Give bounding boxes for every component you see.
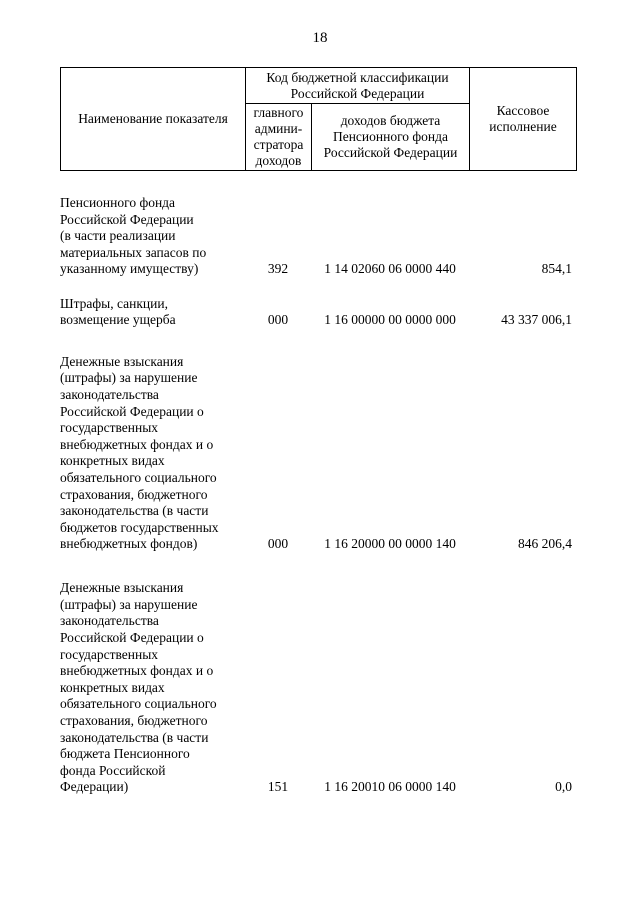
indicator-name-line: Штрафы, санкции, xyxy=(60,295,168,311)
header-income-line: Российской Федерации xyxy=(323,145,458,160)
indicator-name-line: Российской Федерации о xyxy=(60,630,204,646)
table-row xyxy=(60,574,580,796)
row-budget-code: 1 14 02060 06 0000 440 xyxy=(324,261,456,277)
row-admin-code: 392 xyxy=(267,261,289,277)
row-cash-value: 854,1 xyxy=(541,261,572,277)
header-code-group-line: Код бюджетной классификации xyxy=(266,69,449,85)
row-budget-code: 1 16 20010 06 0000 140 xyxy=(324,779,456,795)
header-cash-line: Кассовое xyxy=(496,103,550,118)
row-admin-code: 000 xyxy=(267,536,289,552)
indicator-name-line: Денежные взыскания xyxy=(60,353,184,369)
indicator-name-line: государственных xyxy=(60,420,159,436)
indicator-name-line: государственных xyxy=(60,646,159,662)
header-income-line: доходов бюджета xyxy=(340,113,441,128)
row-cash-value: 846 206,4 xyxy=(518,536,572,552)
table-row xyxy=(60,190,580,278)
indicator-name-line: конкретных видах xyxy=(60,679,165,695)
row-indicator-name xyxy=(60,296,250,329)
header-code-group xyxy=(246,68,470,104)
indicator-name-line: страхования, бюджетного xyxy=(60,486,208,502)
header-admin-line: стратора xyxy=(253,137,304,152)
row-cash-value: 43 337 006,1 xyxy=(501,312,572,328)
row-budget-code: 1 16 20000 00 0000 140 xyxy=(324,536,456,552)
indicator-name-line: законодательства xyxy=(60,613,159,629)
header-code-group-line: Российской Федерации xyxy=(290,85,425,101)
header-income-code xyxy=(312,104,470,170)
header-admin-line: доходов xyxy=(255,153,302,168)
row-cash-value: 0,0 xyxy=(555,779,572,795)
indicator-name-line: внебюджетных фондах и о xyxy=(60,663,214,679)
indicator-name-line: указанному имуществу) xyxy=(60,261,199,277)
header-admin-line: админи- xyxy=(254,121,303,136)
indicator-name-line: внебюджетных фондов) xyxy=(60,536,198,552)
indicator-name-line: (в части реализации xyxy=(60,228,176,244)
header-cash-line: исполнение xyxy=(489,119,557,134)
header-cash-execution xyxy=(470,68,576,170)
page-number: 18 xyxy=(312,30,328,46)
indicator-name-line: страхования, бюджетного xyxy=(60,713,208,729)
row-admin-code: 151 xyxy=(267,779,289,795)
header-indicator-name: Наименование показателя xyxy=(61,68,246,170)
indicator-name-line: обязательного социального xyxy=(60,696,217,712)
indicator-name-line: Пенсионного фонда xyxy=(60,195,176,211)
indicator-name-line: Федерации) xyxy=(60,779,129,795)
indicator-name-line: (штрафы) за нарушение xyxy=(60,370,198,386)
indicator-name-line: законодательства xyxy=(60,387,159,403)
indicator-name-line: бюджетов государственных xyxy=(60,519,219,535)
indicator-name-line: фонда Российской xyxy=(60,762,166,778)
indicator-name-line: (штрафы) за нарушение xyxy=(60,596,198,612)
header-admin-line: главного xyxy=(253,105,304,120)
indicator-name-line: Денежные взыскания xyxy=(60,580,184,596)
indicator-name-line: конкретных видах xyxy=(60,453,165,469)
indicator-name-line: внебюджетных фондах и о xyxy=(60,436,214,452)
header-admin-code xyxy=(246,104,312,170)
table-row xyxy=(60,348,580,553)
row-admin-code: 000 xyxy=(267,312,289,328)
row-indicator-name xyxy=(60,580,250,796)
row-budget-code: 1 16 00000 00 0000 000 xyxy=(324,312,456,328)
indicator-name-line: Российской Федерации о xyxy=(60,403,204,419)
indicator-name-line: материальных запасов по xyxy=(60,244,207,260)
table-header xyxy=(60,67,577,171)
row-indicator-name xyxy=(60,195,250,278)
indicator-name-line: обязательного социального xyxy=(60,470,217,486)
indicator-name-line: Российской Федерации xyxy=(60,211,194,227)
indicator-name-line: законодательства (в части xyxy=(60,729,209,745)
indicator-name-line: бюджета Пенсионного xyxy=(60,746,190,762)
indicator-name-line: возмещение ущерба xyxy=(60,312,176,328)
table-row xyxy=(60,293,580,329)
indicator-name-line: законодательства (в части xyxy=(60,503,209,519)
row-indicator-name xyxy=(60,354,250,553)
header-income-line: Пенсионного фонда xyxy=(332,129,449,144)
